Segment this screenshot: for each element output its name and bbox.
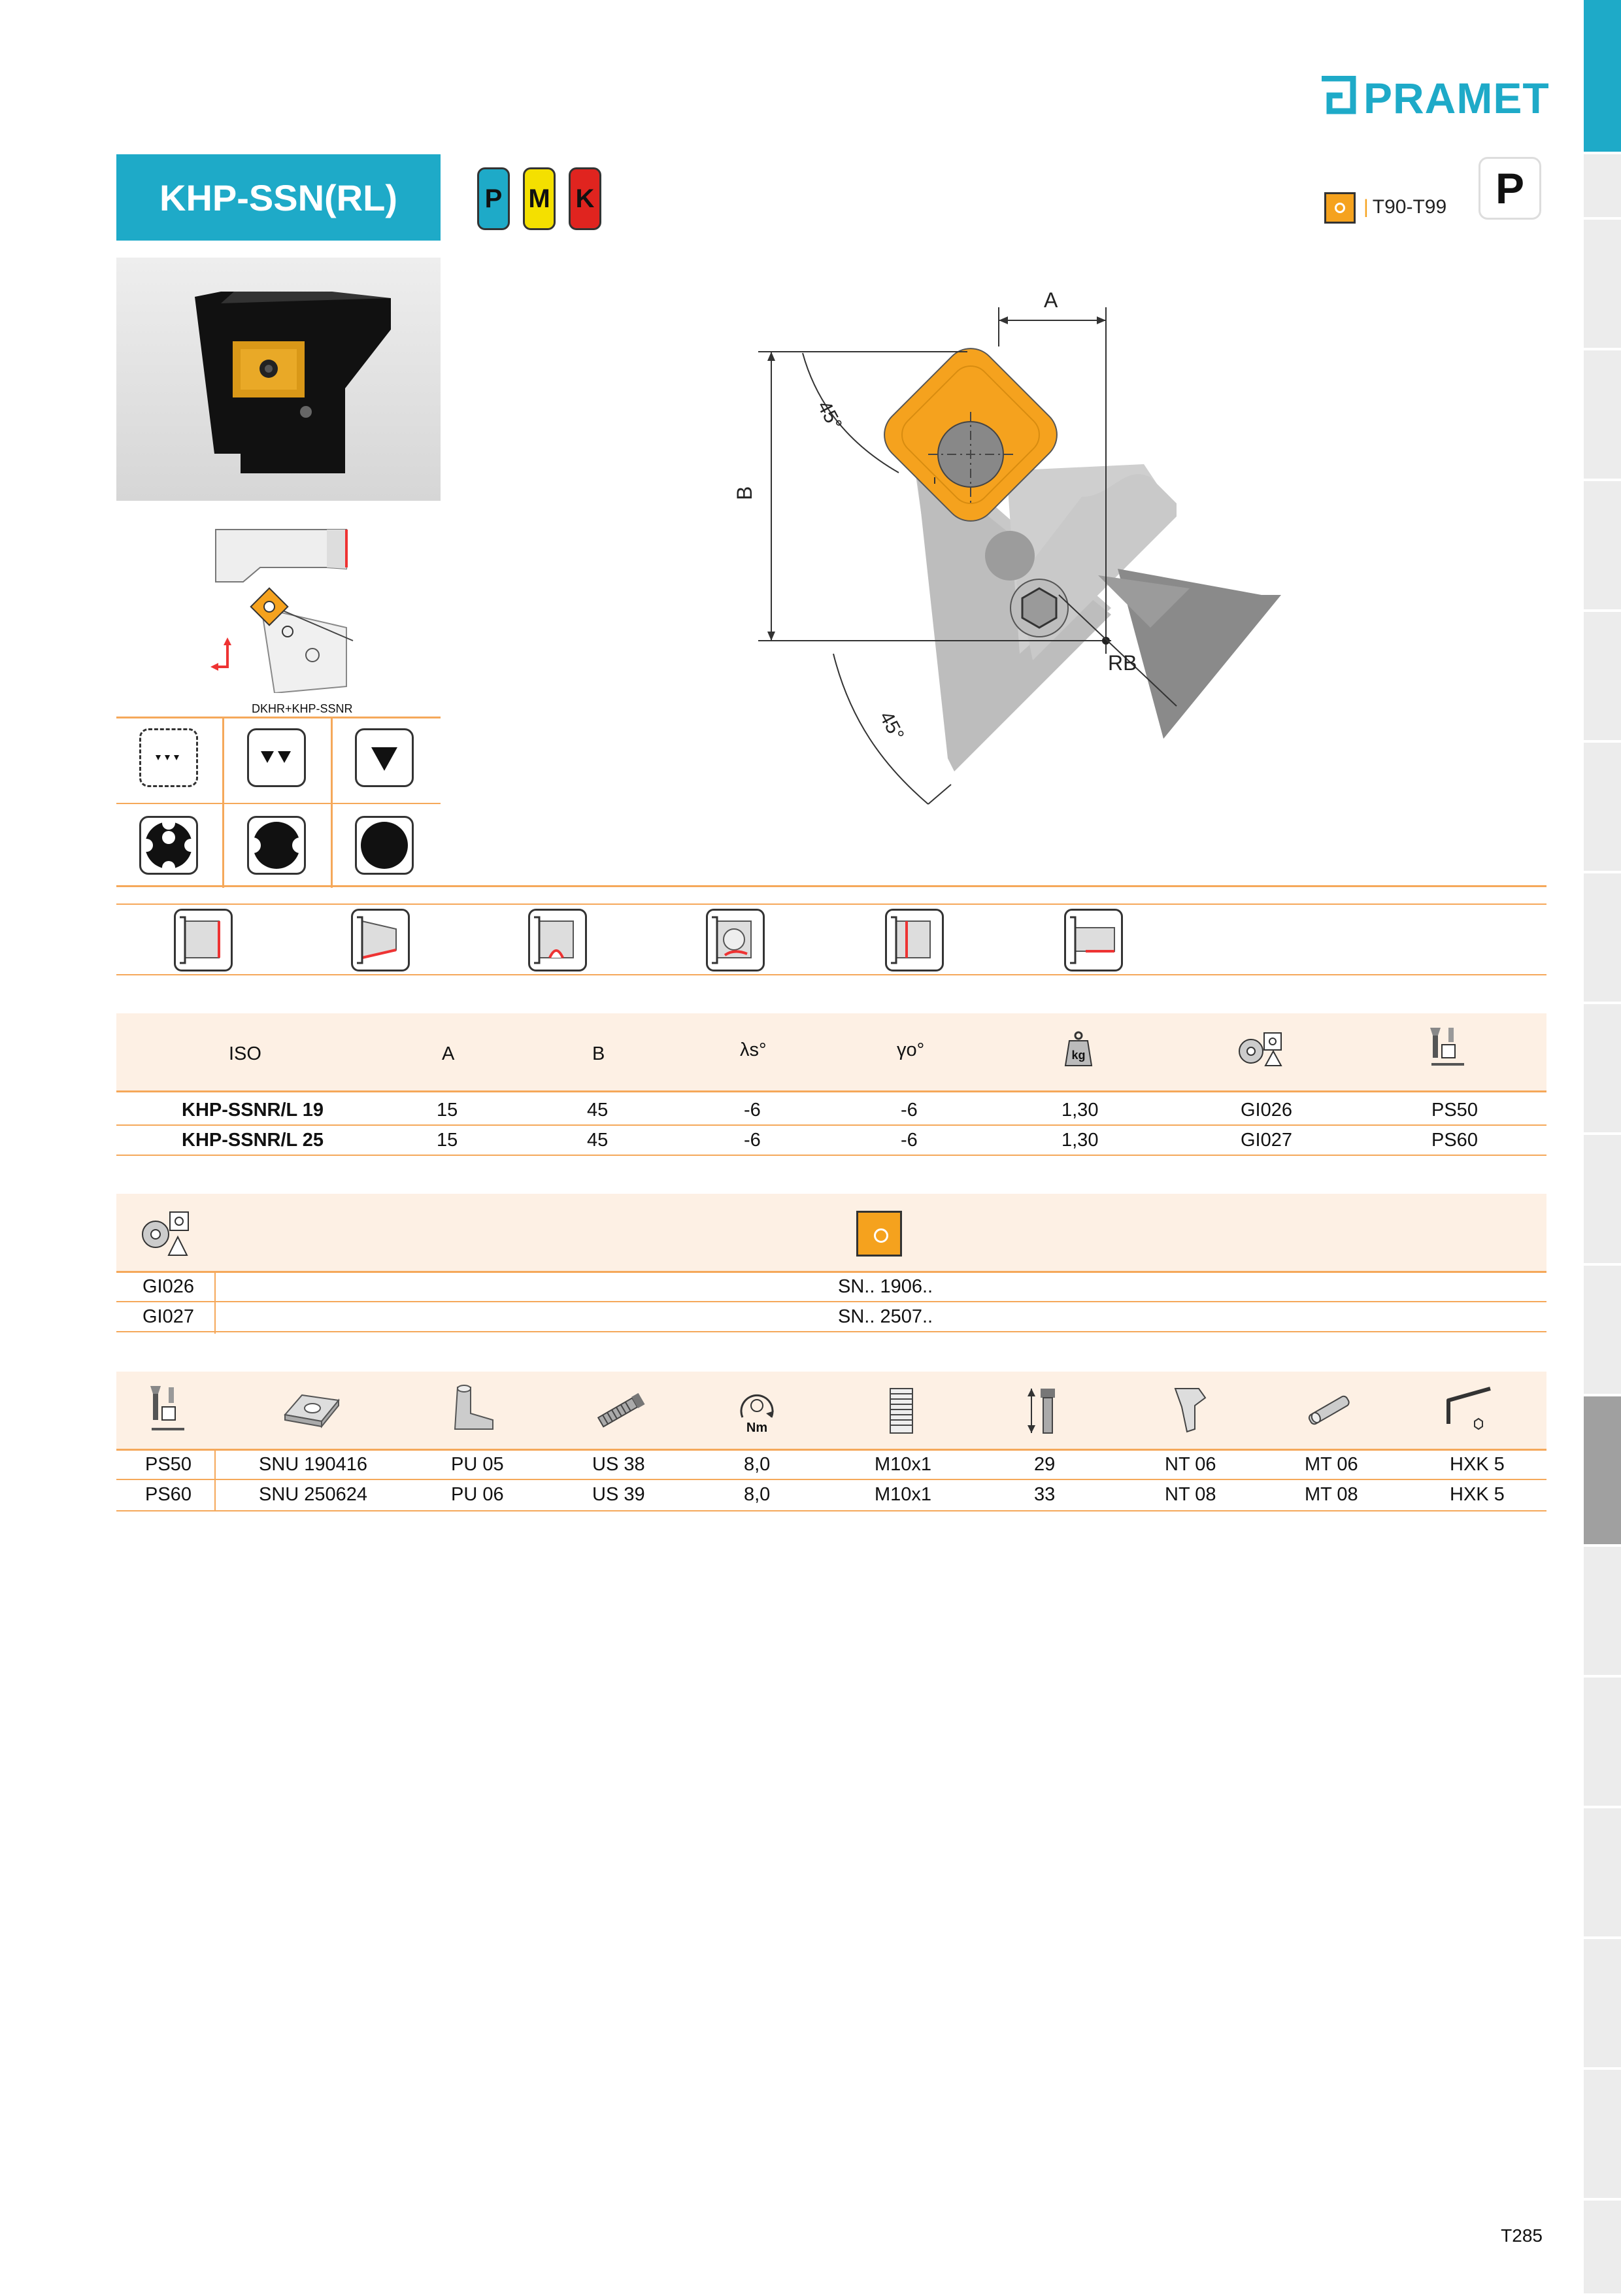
edge-tab[interactable] bbox=[1584, 743, 1621, 873]
row2-gamma: -6 bbox=[901, 1130, 918, 1151]
divider bbox=[116, 1479, 1546, 1480]
parts-row2-set[interactable]: PS60 bbox=[145, 1484, 192, 1505]
col-gamma: γo° bbox=[897, 1039, 925, 1060]
angle-top-label: 45° bbox=[812, 397, 846, 434]
edge-tab[interactable] bbox=[1584, 612, 1621, 743]
page-letter: P bbox=[1479, 157, 1541, 220]
edge-tab[interactable] bbox=[1584, 873, 1621, 1004]
weight-icon bbox=[1064, 1030, 1093, 1067]
seat-icon bbox=[139, 1207, 191, 1259]
col-b: B bbox=[592, 1043, 605, 1064]
parts-row2-length: 33 bbox=[1034, 1484, 1056, 1505]
shim-icon bbox=[282, 1389, 341, 1430]
schematic-caption: DKHR+KHP-SSNR bbox=[252, 702, 353, 715]
dimension-a-label: A bbox=[1044, 288, 1058, 312]
technical-drawing bbox=[719, 288, 1307, 837]
material-badge-p: P bbox=[477, 167, 510, 230]
row2-seat[interactable]: GI027 bbox=[1241, 1130, 1292, 1151]
parts-row2-key[interactable]: HXK 5 bbox=[1450, 1484, 1505, 1505]
row2-weight: 1,30 bbox=[1061, 1130, 1099, 1151]
divider bbox=[116, 974, 1546, 975]
edge-tab-active[interactable] bbox=[1584, 1396, 1621, 1547]
parts-row1-shim[interactable]: SNU 190416 bbox=[259, 1454, 368, 1475]
product-photo bbox=[116, 258, 441, 501]
column-divider bbox=[214, 1449, 216, 1511]
row2-lambda: -6 bbox=[744, 1130, 761, 1151]
edge-tab-accent[interactable] bbox=[1584, 0, 1621, 154]
divider bbox=[116, 1271, 1546, 1273]
edge-tab[interactable] bbox=[1584, 1266, 1621, 1396]
insert-grade-icon bbox=[1324, 192, 1356, 224]
col-a: A bbox=[442, 1043, 455, 1064]
parts-row1-torque: 8,0 bbox=[744, 1454, 771, 1475]
row2-b: 45 bbox=[587, 1130, 609, 1151]
key-icon bbox=[1442, 1383, 1501, 1436]
dimension-b-label: B bbox=[733, 486, 756, 500]
screw-icon bbox=[591, 1390, 650, 1430]
page-number: T285 bbox=[1501, 2225, 1543, 2246]
profiling-icon bbox=[528, 909, 587, 971]
screw-set-icon bbox=[1425, 1025, 1471, 1070]
length-icon bbox=[1025, 1385, 1064, 1437]
torque-icon bbox=[731, 1385, 783, 1437]
thread-icon bbox=[885, 1385, 918, 1437]
main-table-header bbox=[116, 1013, 1546, 1092]
row2-a: 15 bbox=[437, 1130, 458, 1151]
longitudinal-turning-icon bbox=[174, 909, 233, 971]
parts-row1-thread: M10x1 bbox=[875, 1454, 932, 1475]
seat-icon bbox=[1235, 1029, 1288, 1068]
edge-tab[interactable] bbox=[1584, 1939, 1621, 2070]
row1-weight: 1,30 bbox=[1061, 1100, 1099, 1121]
facing-icon bbox=[885, 909, 944, 971]
material-badge-k: K bbox=[569, 167, 601, 230]
row1-a: 15 bbox=[437, 1100, 458, 1121]
svg-text:Nm: Nm bbox=[746, 1421, 768, 1435]
angle-bottom-label: 45° bbox=[875, 707, 909, 745]
edge-tab[interactable] bbox=[1584, 1678, 1621, 1808]
col-lambda: λs° bbox=[740, 1039, 767, 1060]
parts-row1-clamp[interactable]: PU 05 bbox=[451, 1454, 504, 1475]
edge-tab[interactable] bbox=[1584, 220, 1621, 350]
parts-row2-torque: 8,0 bbox=[744, 1484, 771, 1505]
page-title: KHP-SSN(RL) bbox=[116, 154, 441, 241]
application-grid bbox=[116, 717, 441, 888]
parts-row2-thread: M10x1 bbox=[875, 1484, 932, 1505]
edge-tab[interactable] bbox=[1584, 1808, 1621, 1939]
edge-tab[interactable] bbox=[1584, 1135, 1621, 1266]
copying-icon bbox=[706, 909, 765, 971]
brand-name: PRAMET bbox=[1363, 74, 1550, 122]
insert-table-header bbox=[116, 1194, 1546, 1271]
taper-turning-icon bbox=[351, 909, 410, 971]
col-iso: ISO bbox=[229, 1043, 261, 1064]
edge-tab[interactable] bbox=[1584, 154, 1621, 220]
finishing-icon bbox=[139, 728, 198, 787]
divider bbox=[116, 1331, 1546, 1332]
interrupted-cut-icon bbox=[139, 816, 198, 875]
parts-row1-screw[interactable]: US 38 bbox=[592, 1454, 645, 1475]
edge-tab[interactable] bbox=[1584, 2070, 1621, 2201]
row2-screwset[interactable]: PS60 bbox=[1431, 1130, 1478, 1151]
pin-icon bbox=[1301, 1389, 1360, 1430]
insert-square-icon bbox=[856, 1211, 902, 1257]
grade-range: | T90-T99 bbox=[1363, 196, 1447, 218]
row1-seat[interactable]: GI026 bbox=[1241, 1100, 1292, 1121]
edge-tab[interactable] bbox=[1584, 350, 1621, 481]
parts-row2-clamp[interactable]: PU 06 bbox=[451, 1484, 504, 1505]
medium-icon bbox=[247, 728, 306, 787]
insert-row1-insert[interactable]: SN.. 1906.. bbox=[838, 1276, 933, 1297]
row1-iso: KHP-SSNR/L 19 bbox=[182, 1100, 324, 1121]
parts-row1-set[interactable]: PS50 bbox=[145, 1454, 192, 1475]
divider bbox=[116, 1510, 1546, 1511]
column-divider bbox=[214, 1271, 216, 1334]
parts-row1-pin[interactable]: MT 06 bbox=[1305, 1454, 1358, 1475]
material-badge-m: M bbox=[523, 167, 556, 230]
parts-row1-key[interactable]: HXK 5 bbox=[1450, 1454, 1505, 1475]
row1-lambda: -6 bbox=[744, 1100, 761, 1121]
parts-row2-pin[interactable]: MT 08 bbox=[1305, 1484, 1358, 1505]
light-interrupted-icon bbox=[247, 816, 306, 875]
roughing-icon bbox=[355, 728, 414, 787]
parts-row1-spring[interactable]: NT 06 bbox=[1165, 1454, 1216, 1475]
divider bbox=[116, 1155, 1546, 1156]
svg-text:kg: kg bbox=[1071, 1049, 1086, 1062]
divider bbox=[116, 1301, 1546, 1302]
row2-iso: KHP-SSNR/L 25 bbox=[182, 1130, 324, 1151]
spring-icon bbox=[1166, 1383, 1212, 1436]
parts-row2-spring[interactable]: NT 08 bbox=[1165, 1484, 1216, 1505]
edge-tab[interactable] bbox=[1584, 2201, 1621, 2296]
parts-row1-length: 29 bbox=[1034, 1454, 1056, 1475]
divider bbox=[116, 903, 1546, 905]
edge-tab[interactable] bbox=[1584, 481, 1621, 612]
divider bbox=[116, 1090, 1546, 1092]
plunging-icon bbox=[1064, 909, 1123, 971]
edge-tab[interactable] bbox=[1584, 1004, 1621, 1135]
dimension-rb-label: RB bbox=[1108, 651, 1137, 675]
continuous-cut-icon bbox=[355, 816, 414, 875]
row1-screwset[interactable]: PS50 bbox=[1431, 1100, 1478, 1121]
divider bbox=[116, 1124, 1546, 1126]
parts-row2-shim[interactable]: SNU 250624 bbox=[259, 1484, 368, 1505]
row1-gamma: -6 bbox=[901, 1100, 918, 1121]
edge-tab[interactable] bbox=[1584, 1547, 1621, 1678]
insert-row1-seat[interactable]: GI026 bbox=[142, 1276, 194, 1297]
row1-b: 45 bbox=[587, 1100, 609, 1121]
clamp-icon bbox=[450, 1383, 502, 1436]
brand-logo-icon bbox=[1319, 76, 1358, 116]
divider bbox=[116, 1449, 1546, 1451]
screw-set-icon bbox=[145, 1383, 191, 1436]
parts-row2-screw[interactable]: US 39 bbox=[592, 1484, 645, 1505]
insert-row2-seat[interactable]: GI027 bbox=[142, 1306, 194, 1327]
setup-schematic bbox=[196, 516, 366, 693]
insert-row2-insert[interactable]: SN.. 2507.. bbox=[838, 1306, 933, 1327]
divider bbox=[116, 885, 1546, 887]
